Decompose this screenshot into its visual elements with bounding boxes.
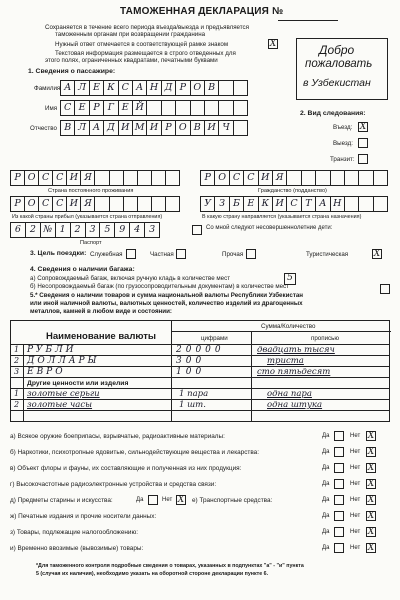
question-d: д) Предметы старины и искусства: bbox=[10, 497, 113, 504]
patronymic-label: Отчество bbox=[30, 125, 57, 132]
intro-text-5: этого полях, ограниченных квадратами, печатными буквами bbox=[45, 57, 218, 64]
section5-title-1: 5.* Сведения о наличии товаров и сумма национальной валюты Республики Узбекистан bbox=[30, 292, 304, 299]
question-z-no-label: Нет bbox=[350, 529, 361, 535]
question-g-no-checkbox[interactable]: X bbox=[367, 479, 375, 489]
name-field[interactable]: С Е Р Г Е Й bbox=[60, 100, 248, 116]
currency-row-3-words: сто пятьдесят bbox=[257, 367, 331, 377]
question-v-yes-checkbox[interactable] bbox=[334, 463, 344, 473]
valuables-row-1-name: золотые серьги bbox=[27, 389, 100, 399]
valuables-row-2-n: 2 bbox=[14, 400, 20, 409]
question-g: г) Высокочастотные радиоэлектронные устройства и средства связи: bbox=[10, 481, 217, 488]
question-e-yes-label: Да bbox=[322, 497, 330, 503]
purpose-official-label: Служебная bbox=[90, 251, 123, 258]
passport-label: Паспорт bbox=[80, 240, 102, 246]
to-country-field[interactable]: У З Б Е К И С Т А Н bbox=[200, 196, 388, 212]
question-z-yes-checkbox[interactable] bbox=[334, 527, 344, 537]
currency-row-2-n: 2 bbox=[14, 356, 20, 365]
section3-title: 3. Цель поездки: bbox=[30, 250, 87, 257]
baggage-unaccompanied-label: б) Несопровождаемый багаж (по грузосопроводительным документам) в количестве мест bbox=[30, 283, 289, 290]
question-i-no-checkbox[interactable]: X bbox=[367, 543, 375, 553]
section2-title: 2. Вид следования: bbox=[300, 110, 366, 117]
question-d-no-checkbox[interactable]: X bbox=[177, 495, 185, 505]
valuables-row-1-n: 1 bbox=[14, 389, 20, 398]
surname-label: Фамилия bbox=[34, 85, 61, 92]
currency-row-2-words: триста bbox=[267, 356, 304, 366]
question-b-no-label: Нет bbox=[350, 449, 361, 455]
currency-row-3-digits: 100 bbox=[176, 367, 206, 377]
question-zh-yes-label: Да bbox=[322, 513, 330, 519]
purpose-other-label: Прочая bbox=[222, 251, 244, 258]
question-v-no-label: Нет bbox=[350, 465, 361, 471]
welcome-line-2: пожаловать bbox=[305, 58, 373, 70]
question-a-no-checkbox[interactable]: X bbox=[367, 431, 375, 441]
valuables-row-1-digits: 1 пара bbox=[179, 389, 209, 399]
section1-title: 1. Сведения о пассажире: bbox=[28, 68, 116, 75]
citizenship-field[interactable]: Р О С С И Я bbox=[200, 170, 388, 186]
question-v: в) Объект флоры и фауны, их составляющие и полученная из них продукция: bbox=[10, 465, 242, 472]
declaration-number-line bbox=[278, 20, 338, 21]
welcome-line-1: Добро bbox=[319, 43, 355, 57]
intro-text-3: Нужный ответ отмечается в соответствующей рамке знаком bbox=[55, 41, 229, 48]
question-z-yes-label: Да bbox=[322, 529, 330, 535]
intro-text-4: Текстовая информация размещается в строго отведенных для bbox=[55, 50, 236, 57]
from-country-field[interactable]: Р О С С И Я bbox=[10, 196, 180, 212]
section4-title: 4. Сведения о наличии багажа: bbox=[30, 266, 135, 273]
minors-checkbox[interactable] bbox=[192, 225, 202, 235]
question-b: б) Наркотики, психотропные ядовитые, сильнодействующие вещества и лекарства: bbox=[10, 449, 260, 456]
question-v-no-checkbox[interactable]: X bbox=[367, 463, 375, 473]
question-e: е) Транспортные средства: bbox=[192, 497, 273, 504]
baggage-unaccompanied-count[interactable] bbox=[380, 284, 390, 294]
intro-text-2: таможенным органам при возвращении гражданина bbox=[55, 31, 206, 38]
intro-text-1: Сохраняется в течение всего периода въезда/выезда и предъявляется bbox=[45, 24, 249, 31]
entry-checkbox[interactable]: X bbox=[359, 122, 367, 132]
currency-row-1-words: двадцать тысяч bbox=[257, 345, 335, 355]
section5-title-2: или иной наличной валюты, валютных ценностей, количество изделий из драгоценных bbox=[30, 300, 303, 307]
question-i-yes-label: Да bbox=[322, 545, 330, 551]
col-digits-header: цифрами bbox=[201, 335, 228, 342]
question-i: и) Временно ввозимые (вывозимые) товары: bbox=[10, 545, 144, 552]
welcome-line-3: в Узбекистан bbox=[303, 77, 371, 89]
currency-row-1-n: 1 bbox=[14, 345, 20, 354]
question-e-no-label: Нет bbox=[350, 497, 361, 503]
valuables-row-2-words: одна штука bbox=[267, 400, 323, 410]
question-b-no-checkbox[interactable]: X bbox=[367, 447, 375, 457]
passport-field[interactable]: 6 2 № 1 2 3 5 9 4 3 bbox=[10, 222, 160, 238]
question-v-yes-label: Да bbox=[322, 465, 330, 471]
question-i-yes-checkbox[interactable] bbox=[334, 543, 344, 553]
question-a: а) Всякое оружие боеприпасы, взрывчатые, радиоактивные материалы: bbox=[10, 433, 225, 440]
question-e-no-checkbox[interactable]: X bbox=[367, 495, 375, 505]
section5-title-3: металлов, камней в любом виде и состоянии: bbox=[30, 308, 172, 315]
patronymic-field[interactable]: В Л А Д И М И Р О В И Ч bbox=[60, 120, 248, 136]
welcome-box bbox=[296, 38, 388, 100]
residence-country-label: Страна постоянного проживания bbox=[48, 188, 134, 194]
question-zh: ж) Печатные издания и прочие носители данных: bbox=[10, 513, 157, 520]
from-country-label: Из какой страны прибыл (указывается страна отправления) bbox=[12, 214, 163, 220]
transit-label: Транзит: bbox=[330, 156, 355, 163]
baggage-accompanied-label: а) Сопровождаемый багаж, включая ручную кладь в количестве мест bbox=[30, 275, 231, 282]
question-b-yes-checkbox[interactable] bbox=[334, 447, 344, 457]
question-z: з) Товары, подлежащие налогообложению: bbox=[10, 529, 139, 536]
entry-label: Въезд: bbox=[333, 124, 353, 131]
currency-table bbox=[10, 320, 390, 422]
purpose-private-checkbox[interactable] bbox=[176, 249, 186, 259]
transit-checkbox[interactable] bbox=[358, 154, 368, 164]
valuables-row-2-name: золотые часы bbox=[27, 400, 93, 410]
question-a-no-label: Нет bbox=[350, 433, 361, 439]
question-g-no-label: Нет bbox=[350, 481, 361, 487]
question-d-yes-label: Да bbox=[136, 497, 144, 503]
col-name-header: Наименование валюты bbox=[46, 331, 157, 342]
currency-row-1-name: РУБЛИ bbox=[27, 345, 77, 355]
currency-row-2-digits: 300 bbox=[176, 356, 206, 366]
question-g-yes-label: Да bbox=[322, 481, 330, 487]
question-i-no-label: Нет bbox=[350, 545, 361, 551]
exit-checkbox[interactable] bbox=[358, 138, 368, 148]
question-a-yes-label: Да bbox=[322, 433, 330, 439]
currency-row-1-digits: 20000 bbox=[176, 345, 225, 355]
page-title: ТАМОЖЕННАЯ ДЕКЛАРАЦИЯ № bbox=[120, 6, 284, 17]
baggage-accompanied-count[interactable]: 5 bbox=[284, 273, 296, 285]
question-g-yes-checkbox[interactable] bbox=[334, 479, 344, 489]
question-z-no-checkbox[interactable]: X bbox=[367, 527, 375, 537]
question-zh-yes-checkbox[interactable] bbox=[334, 511, 344, 521]
col-words-header: прописью bbox=[311, 335, 339, 342]
purpose-other-checkbox[interactable] bbox=[246, 249, 256, 259]
intro-mark-box: X bbox=[269, 39, 277, 49]
question-zh-no-label: Нет bbox=[350, 513, 361, 519]
other-valuables-title: Другие ценности или изделия bbox=[27, 380, 129, 387]
col-sum-header: Сумма/Количество bbox=[261, 323, 316, 330]
minors-label-1: Со мной следуют несовершеннолетние дети: bbox=[206, 225, 333, 231]
question-zh-no-checkbox[interactable]: X bbox=[367, 511, 375, 521]
footnote-line-2: 5 (случая их наличия), необходимо указать на оборотной стороне декларации пункте 6. bbox=[36, 571, 269, 577]
question-a-yes-checkbox[interactable] bbox=[334, 431, 344, 441]
purpose-tourist-checkbox[interactable]: X bbox=[373, 249, 381, 259]
valuables-row-1-words: одна пара bbox=[267, 389, 312, 399]
question-e-yes-checkbox[interactable] bbox=[334, 495, 344, 505]
question-d-yes-checkbox[interactable] bbox=[148, 495, 158, 505]
residence-country-field[interactable]: Р О С С И Я bbox=[10, 170, 180, 186]
surname-field[interactable]: А Л Е К С А Н Д Р О В bbox=[60, 80, 248, 96]
question-b-yes-label: Да bbox=[322, 449, 330, 455]
name-label: Имя bbox=[45, 105, 58, 112]
purpose-private-label: Частная bbox=[150, 251, 174, 258]
question-d-no-label: Нет bbox=[162, 497, 173, 503]
currency-row-3-name: ЕВРО bbox=[27, 367, 66, 377]
citizenship-label: Гражданство (подданство) bbox=[258, 188, 327, 194]
footnote-line-1: *Для таможенного контроля подробные сведения о товарах, указанных в подпунктах "а" - "и" пункта bbox=[36, 563, 304, 569]
currency-row-3-n: 3 bbox=[14, 367, 20, 376]
purpose-tourist-label: Туристическая bbox=[306, 251, 349, 258]
to-country-label: В какую страну направляется (указывается страна назначения) bbox=[202, 214, 362, 220]
currency-row-2-name: ДОЛЛАРЫ bbox=[27, 356, 100, 366]
exit-label: Выезд: bbox=[333, 140, 353, 147]
purpose-official-checkbox[interactable] bbox=[126, 249, 136, 259]
valuables-row-2-digits: 1 шт. bbox=[179, 400, 206, 410]
